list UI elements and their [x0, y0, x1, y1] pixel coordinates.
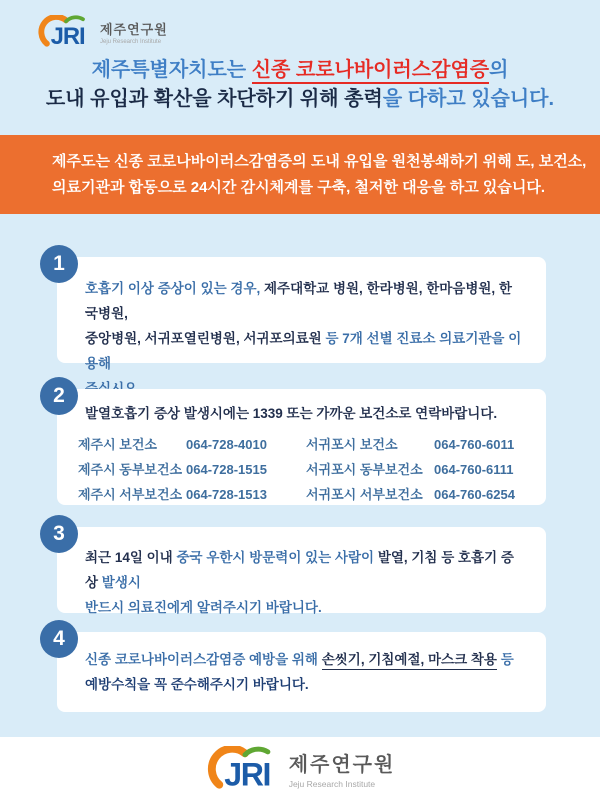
text-segment: 발열, 기침 등 호흡기 증상: [85, 550, 514, 590]
text-segment: 손씻기, 기침예절, 마스크 착용: [322, 652, 497, 670]
logo-green-arc-icon: [245, 749, 268, 755]
contact-phone: 064-760-6011: [434, 437, 515, 452]
contact-name: 서귀포시 서부보건소: [306, 487, 423, 502]
text-segment: 중국 우한시 방문력이 있는 사람이: [176, 550, 378, 565]
contact-phone: 064-760-6254: [434, 487, 515, 502]
info-card-3: [57, 527, 546, 613]
card-4-text: [85, 647, 522, 697]
contact-phone: 064-728-1515: [186, 462, 267, 477]
info-card-2: [57, 389, 546, 505]
step-badge-3: 3: [40, 515, 78, 553]
banner-line-1: 제주도는 신종 코로나바이러스감염증의 도내 유입을 원천봉쇄하기 위해 도, 보건소,: [52, 153, 587, 170]
contact-row: [78, 482, 528, 507]
jri-acronym: JRI: [50, 23, 85, 49]
title-line-2: [0, 85, 600, 114]
notice-banner: [0, 135, 600, 214]
text-segment: 신종 코로나바이러스감염증 예방을 위해: [85, 652, 322, 667]
step-badge-1: 1: [40, 245, 78, 283]
text-segment: 의: [489, 59, 509, 81]
contact-table: [78, 432, 528, 507]
logo-words: [100, 19, 168, 45]
jri-swoosh-icon: [205, 746, 285, 792]
info-card-4: [57, 632, 546, 712]
logo-name-en: Jeju Research Institute: [100, 39, 162, 45]
contact-name: 서귀포시 보건소: [306, 437, 398, 452]
text-segment: 등 7개 선별 진료소 의료기관을 이용해: [85, 331, 522, 371]
text-segment: 제주대학교 병원, 한라병원, 한마음병원, 한국병원,: [85, 281, 512, 321]
contact-name: 제주시 동부보건소: [78, 462, 183, 477]
text-segment: 등: [496, 652, 514, 667]
main-title: [0, 56, 600, 114]
logo-name-ko: 제주연구원: [288, 754, 396, 776]
contact-phone: 064-728-4010: [186, 437, 267, 452]
step-badge-4: 4: [40, 620, 78, 658]
card-2-heading: 발열호흡기 증상 발생시에는 1339 또는 가까운 보건소로 연락바랍니다.: [85, 406, 498, 421]
banner-line-2: 의료기관과 합동으로 24시간 감시체계를 구축, 철저한 대응을 하고 있습니다.: [52, 179, 546, 196]
card-3-text: [85, 545, 522, 620]
jri-swoosh-icon: [36, 15, 96, 49]
text-segment: 제주특별자치도는: [91, 59, 252, 81]
text-segment: 호흡기 이상 증상이 있는 경우,: [85, 281, 264, 296]
step-badge-2: 2: [40, 377, 78, 415]
jri-logo-header: [36, 15, 168, 49]
contact-phone: 064-760-6111: [434, 462, 514, 477]
logo-green-arc-icon: [66, 17, 83, 21]
contact-phone: 064-728-1513: [186, 487, 267, 502]
text-segment: 도내 유입과 확산을 차단하기 위해 총력: [45, 88, 383, 110]
jri-logo-footer: [205, 746, 396, 792]
contact-name: 제주시 보건소: [78, 437, 157, 452]
text-segment: 반드시 의료진에게 알려주시기 바랍니다.: [85, 600, 322, 615]
card-1-text: [85, 276, 522, 401]
text-segment: 중앙병원, 서귀포열린병원, 서귀포의료원: [85, 331, 322, 346]
text-segment: 예방수칙을 꼭 준수해주시기 바랍니다.: [85, 677, 309, 692]
contact-row: [78, 432, 528, 457]
logo-name-ko: 제주연구원: [100, 22, 168, 37]
info-card-1: [57, 257, 546, 371]
logo-words: [289, 748, 396, 789]
text-segment: 신종 코로나바이러스감염증: [252, 59, 489, 84]
contact-row: [78, 457, 528, 482]
logo-name-en: Jeju Research Institute: [288, 779, 376, 789]
text-segment: 을 다하고 있습니다.: [382, 88, 555, 110]
footer: [0, 737, 600, 800]
jri-acronym: JRI: [223, 755, 270, 792]
title-line-1: [0, 56, 600, 85]
text-segment: 최근 14일 이내: [85, 550, 177, 565]
contact-name: 제주시 서부보건소: [78, 487, 183, 502]
contact-name: 서귀포시 동부보건소: [306, 462, 423, 477]
text-segment: 발생시: [101, 575, 141, 590]
